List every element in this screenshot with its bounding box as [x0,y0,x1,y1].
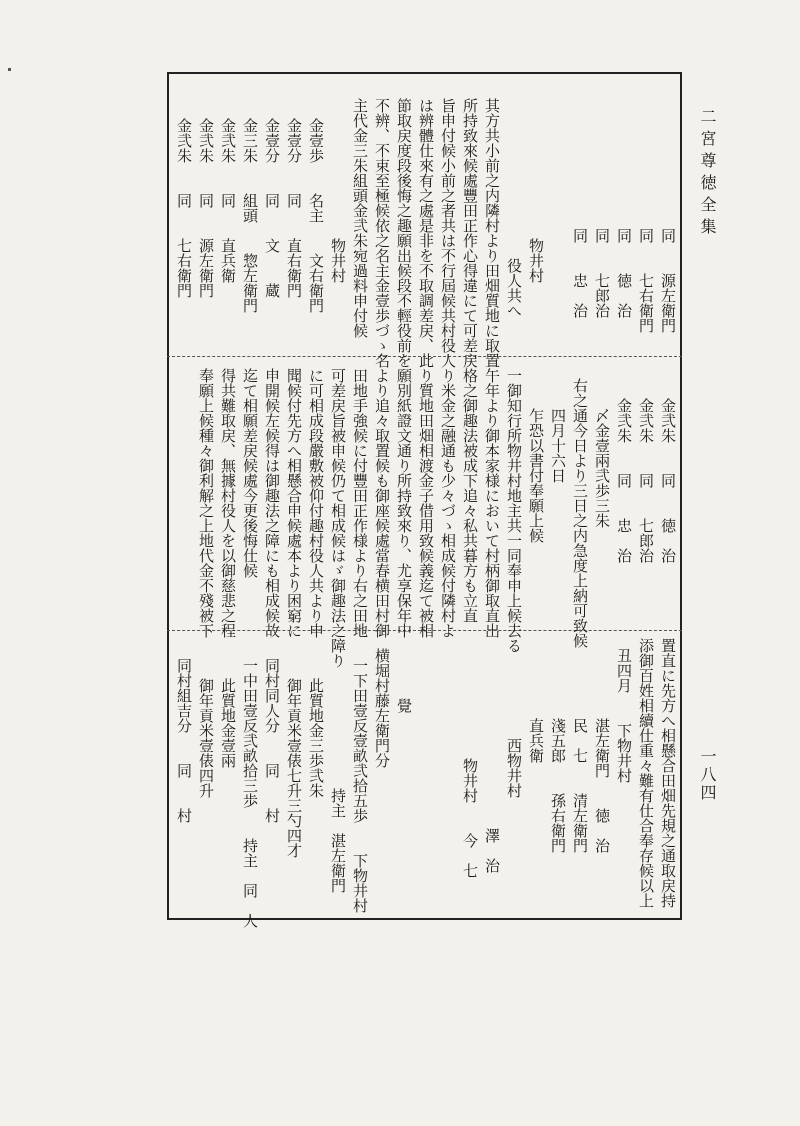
text-column: 此質地金壹兩 [219,678,237,768]
text-column: 湛左衛門 徳 治 [593,718,611,853]
text-column: 此質地金三歩弐朱 [307,678,325,798]
text-column: 金弐朱 同 源左衛門 [197,118,215,298]
text-column: 得共難取戻、無據村役人を以御慈悲之程 [219,368,237,638]
text-column: 覺 [395,698,413,713]
text-column: 同 七郎治 [593,228,611,318]
text-column: 田地手強候に付豐田正作様より右之田地 [351,368,369,638]
text-column: 金壹分 同 直右衛門 [285,118,303,298]
text-column: 一中田壹反弐畝拾三歩 持主 同 人 [241,658,259,928]
scan-speck [8,68,11,71]
text-column: 同 七右衛門 [637,228,655,333]
text-column: 金弐朱 同 七右衛門 [175,118,193,298]
text-column: 御年貢米壹俵四升 [197,678,215,798]
text-column: 物井村 今 七 [461,758,479,878]
text-column: 金弐朱 同 忠 治 [615,398,633,563]
text-column: 不辨、不束至極候依之名主金壹歩づゝ名 [373,98,391,368]
text-column: 横堀村藤左衛門分 [373,648,391,768]
text-column: 金弐朱 同 七郎治 [637,398,655,563]
text-column: 持主 湛左衛門 [329,788,347,893]
page-number: 一八四 [698,748,717,802]
text-column: 迄て相願差戻候處今更後悔仕候 [241,368,259,578]
text-column: 可差戻旨被申候仍て相成候はゞ御趣法之障り [329,368,347,668]
text-column: り質地田畑相渡金子借用致候義迄て被相 [417,368,435,638]
text-column: 右之通今日より三日之内急度上納可致候 [571,378,589,648]
text-column: 物井村 [329,238,347,283]
text-column: 置直に先方へ相懸合田畑先規之通取戻持 [659,638,677,908]
text-column: より追々取置候も御座候處當春横田村御 [373,368,391,638]
text-column: 乍恐以書付奉願上候 [527,408,545,543]
text-column: 旨申付候小前之者共は不行屆候共村役人 [439,98,457,368]
text-column: 金壹歩 名主 文右衛門 [307,118,325,313]
text-column: 同村組吉分 同 村 [175,658,193,823]
text-column: 澤 治 [483,828,501,873]
text-column: 午年より御本家様において村柄御取直出 [483,368,501,638]
text-column: 役人共へ [505,258,523,318]
text-column: 同 忠 治 [571,228,589,318]
text-column: 丑四月 下物井村 [615,648,633,783]
running-header: 二宮尊徳全集 [698,108,717,240]
text-column: 金弐朱 同 徳 治 [659,398,677,563]
text-column: 民 七 清左衛門 [571,718,589,853]
text-column: 格之御趣法被成下追々私共暮方も立直 [461,368,479,623]
text-column: に可相成段嚴敷被仰付趣村役人共より申 [307,368,325,638]
text-column: 金弐朱 同 直兵衛 [219,118,237,283]
text-column: 淺五郎 孫右衛門 [549,718,567,853]
text-column: 添御百姓相續仕重々難有仕合奉存候以上 [637,638,655,908]
text-column: 一御知行所物井村地主共一同奉申上候去る [505,368,523,653]
text-column: 同村同人分 同 村 [263,658,281,823]
text-column: 金壹分 同 文 蔵 [263,118,281,298]
text-column: 西物井村 [505,738,523,798]
text-column: 一下田壹反壹畝弐拾五歩 下物井村 [351,658,369,913]
text-column: 節取戻度段後悔之趣願出候段不輕役前を [395,98,413,368]
text-column: 奉願上候種々御利解之上地代金不殘被下 [197,368,215,638]
text-column: 同 源左衛門 [659,228,677,333]
text-column: 其方共小前之内隣村より田畑質地に取置 [483,98,501,368]
text-column: 主代金三朱組頭金弐朱宛過料申付候 [351,98,369,338]
text-column: 願別紙證文通り所持致來り、尤享保年中 [395,368,413,638]
text-column: 四月十六日 [549,408,567,483]
text-column: り米金之融通も少々づゝ相成候付隣村よ [439,368,457,638]
text-column: は辨體仕來有之處是非を不取調差戻、此 [417,98,435,368]
text-column: 聞候付先方へ相懸合申候處本より困窮に [285,368,303,638]
text-column: 物井村 [527,238,545,283]
text-column: 御年貢米壹俵七升三勺四才 [285,678,303,858]
text-column: 〆金壹兩弐歩三朱 [593,408,611,528]
text-column: 金三朱 組頭 惣左衛門 [241,118,259,313]
text-column: 直兵衛 [527,718,545,763]
text-column: 所持致來候處豐田正作心得違にて可差戻 [461,98,479,368]
text-column: 同 徳 治 [615,228,633,318]
text-column: 申開候左候得は御趣法之障にも相成候故 [263,368,281,638]
